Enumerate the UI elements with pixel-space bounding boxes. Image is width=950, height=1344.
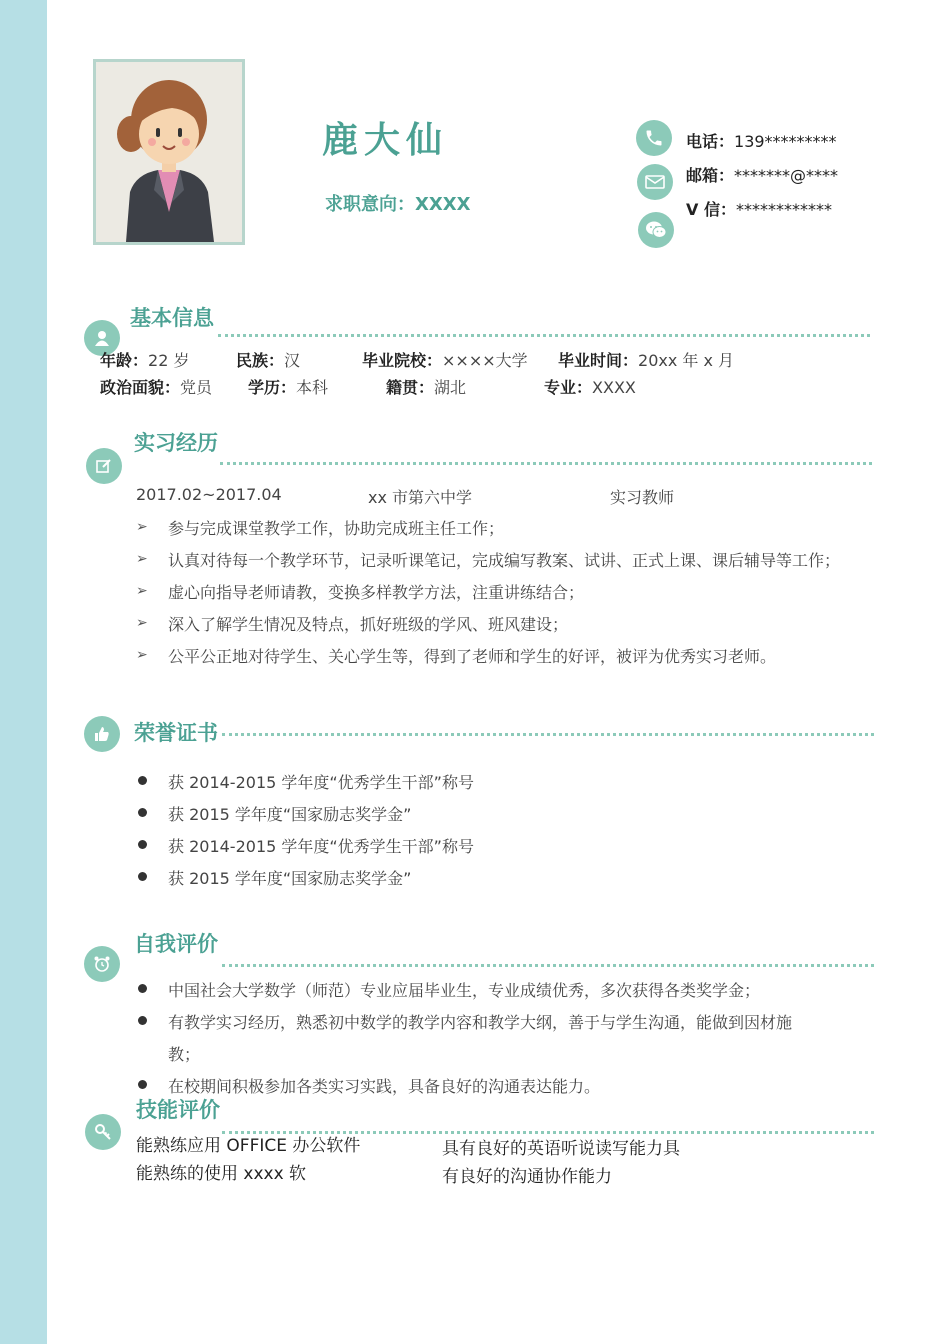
list-item: 公平公正地对待学生、关心学生等，得到了老师和学生的好评，被评为优秀实习老师。	[168, 647, 777, 666]
section-title-basic: 基本信息	[130, 306, 214, 330]
phone-line	[686, 129, 837, 152]
list-item: 虚心向指导老师请教，变换多样教学方法，注重讲练结合；	[168, 583, 585, 602]
list-item: 获 2014-2015 学年度“优秀学生干部”称号	[168, 837, 474, 856]
skill-right-line1: 具有良好的英语听说读写能力具	[442, 1139, 680, 1159]
degree-value: 本科	[296, 378, 329, 397]
school-label: 毕业院校：	[362, 351, 443, 370]
internship-role: 实习教师	[610, 488, 675, 507]
bullet-dot	[138, 840, 147, 849]
wechat-icon	[638, 212, 674, 248]
major-value: XXXX	[592, 378, 636, 397]
divider	[218, 334, 870, 337]
list-item: 获 2014-2015 学年度“优秀学生干部”称号	[168, 773, 474, 792]
list-item: 获 2015 学年度“国家励志奖学金”	[168, 869, 412, 888]
phone-value: 139*********	[734, 132, 837, 151]
job-intent	[325, 190, 471, 216]
arrow-bullet-icon: ➢	[136, 615, 148, 631]
edit-icon	[86, 448, 122, 484]
internship-period: 2017.02~2017.04	[136, 485, 282, 504]
arrow-bullet-icon: ➢	[136, 551, 148, 567]
section-title-internship: 实习经历	[134, 431, 218, 455]
grad-label: 毕业时间：	[558, 351, 639, 370]
nation-value: 汉	[284, 351, 301, 370]
list-item: 参与完成课堂教学工作，协助完成班主任工作；	[168, 519, 505, 538]
phone-icon	[636, 120, 672, 156]
bullet-dot	[138, 776, 147, 785]
email-value: *******@****	[734, 166, 839, 185]
list-item: 有教学实习经历，熟悉初中数学的教学内容和教学大纲，善于与学生沟通，能做到因材施	[168, 1013, 793, 1032]
nation-field	[236, 348, 300, 371]
email-label: 邮箱：	[686, 166, 735, 185]
degree-field	[248, 375, 328, 398]
phone-label: 电话：	[686, 132, 735, 151]
candidate-name: 鹿大仙	[322, 119, 449, 161]
grad-field	[558, 348, 734, 371]
divider	[222, 733, 874, 736]
hometown-value: 湖北	[434, 378, 467, 397]
avatar-photo	[93, 59, 245, 245]
left-accent-bar	[0, 0, 47, 1344]
list-item: 深入了解学生情况及特点，抓好班级的学风、班风建设；	[168, 615, 569, 634]
major-label: 专业：	[544, 378, 593, 397]
wechat-value: ************	[735, 200, 832, 219]
politics-field	[100, 375, 212, 398]
list-item-continuation: 教；	[168, 1045, 201, 1064]
bullet-dot	[138, 1080, 147, 1089]
skill-left-line2: 能熟练的使用 xxxx 软	[136, 1164, 307, 1184]
internship-org: xx 市第六中学	[368, 488, 473, 507]
major-field	[544, 375, 636, 398]
degree-label: 学历：	[248, 378, 297, 397]
arrow-bullet-icon: ➢	[136, 519, 148, 535]
section-title-honors: 荣誉证书	[134, 721, 218, 745]
job-intent-label: 求职意向：	[325, 194, 415, 215]
list-item: 中国社会大学数学（师范）专业应届毕业生，专业成绩优秀，多次获得各类奖学金；	[168, 981, 761, 1000]
school-field	[362, 348, 528, 371]
email-line	[686, 163, 838, 186]
thumbs-up-icon	[84, 716, 120, 752]
politics-value: 党员	[180, 378, 213, 397]
hometown-label: 籍贯：	[386, 378, 435, 397]
wechat-line	[686, 197, 832, 220]
skill-left-line1: 能熟练应用 OFFICE 办公软件	[136, 1136, 361, 1156]
age-label: 年龄：	[100, 351, 149, 370]
key-icon	[85, 1114, 121, 1150]
avatar-illustration	[96, 62, 242, 242]
age-value: 22 岁	[148, 351, 190, 370]
school-value: ××××大学	[442, 351, 528, 370]
section-title-skills: 技能评价	[136, 1098, 220, 1122]
bullet-dot	[138, 808, 147, 817]
bullet-dot	[138, 1016, 147, 1025]
arrow-bullet-icon: ➢	[136, 583, 148, 599]
list-item: 认真对待每一个教学环节，记录听课笔记，完成编写教案、试讲、正式上课、课后辅导等工作；	[168, 551, 841, 570]
divider	[220, 462, 872, 465]
arrow-bullet-icon: ➢	[136, 647, 148, 663]
alarm-clock-icon	[84, 946, 120, 982]
wechat-label: V 信：	[686, 200, 736, 219]
list-item: 在校期间积极参加各类实习实践，具备良好的沟通表达能力。	[168, 1077, 601, 1096]
bullet-dot	[138, 872, 147, 881]
grad-value: 20xx 年 x 月	[638, 351, 735, 370]
job-intent-value: XXXX	[415, 194, 471, 215]
hometown-field	[386, 375, 466, 398]
list-item: 获 2015 学年度“国家励志奖学金”	[168, 805, 412, 824]
divider	[222, 964, 874, 967]
bullet-dot	[138, 984, 147, 993]
nation-label: 民族：	[236, 351, 285, 370]
section-title-self-eval: 自我评价	[134, 932, 218, 956]
age-field	[100, 348, 189, 371]
skill-right-line2: 有良好的沟通协作能力	[442, 1167, 612, 1187]
email-icon	[637, 164, 673, 200]
politics-label: 政治面貌：	[100, 378, 181, 397]
